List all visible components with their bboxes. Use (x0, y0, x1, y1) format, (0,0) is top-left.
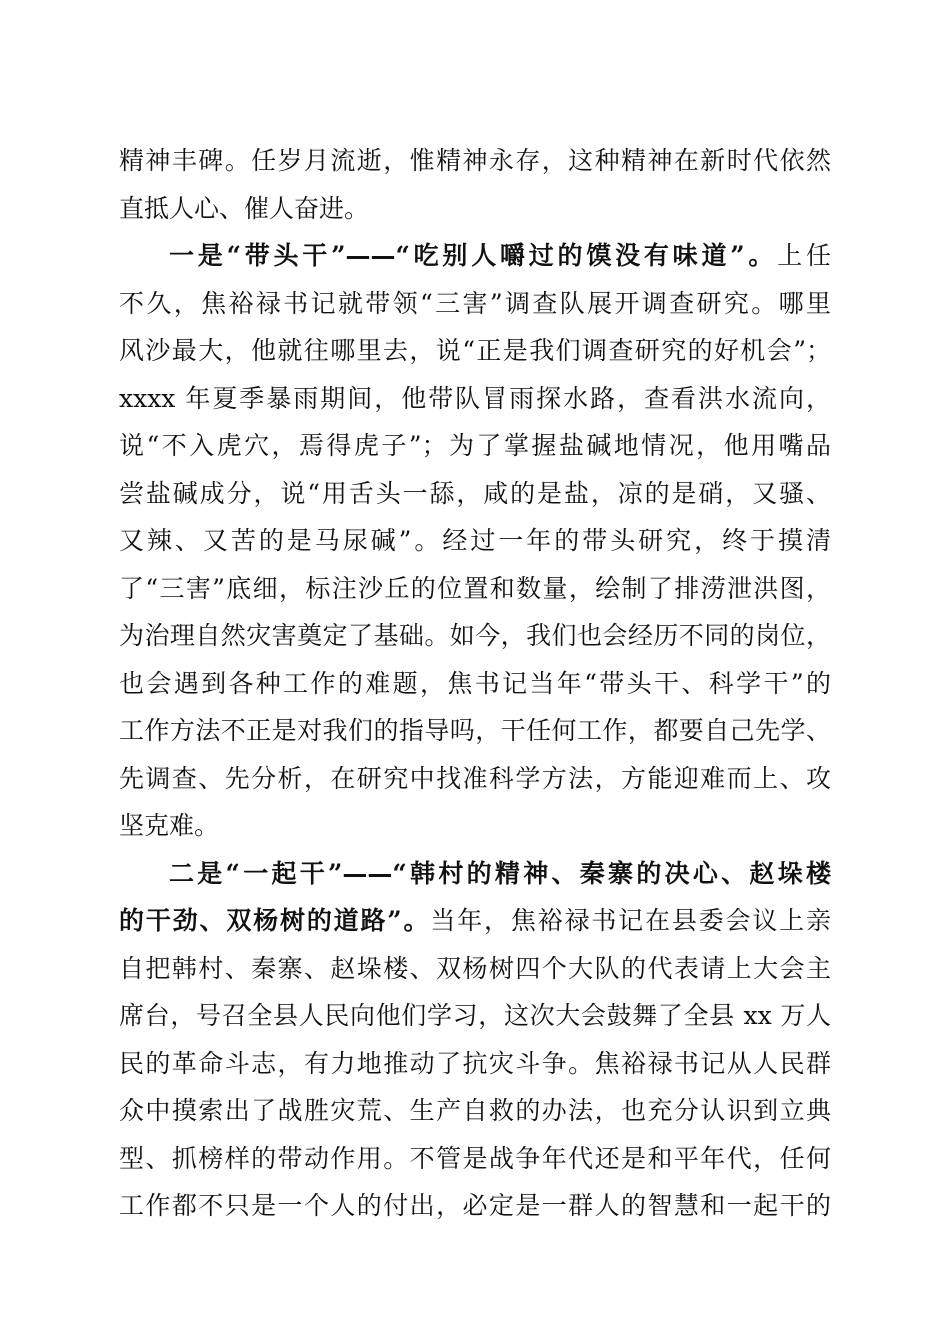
paragraph-heading: 的干劲、双杨树的道路”。 (119, 906, 431, 935)
text-line (119, 1040, 831, 1088)
text-line (119, 660, 831, 708)
paragraph-continuation (119, 137, 831, 232)
text-line (119, 470, 831, 518)
text-run: 先调查、先分析，在研究中找准科学方法，方能迎难而上、攻 (119, 763, 831, 793)
text-run: xxxx 年夏季暴雨期间，他带队冒雨探水路，查看洪水流向， (119, 383, 831, 413)
text-run: 尝盐碱成分，说“用舌头一舔，咸的是盐，凉的是硝，又骚、 (119, 478, 831, 508)
text-run: 席台，号召全县人民向他们学习，这次大会鼓舞了全县 xx 万人 (119, 1001, 831, 1030)
text-run: 说“不入虎穴，焉得虎子”；为了掌握盐碱地情况，他用嘴品 (119, 431, 831, 460)
text-line (119, 850, 831, 898)
text-line (119, 232, 831, 280)
text-line (119, 1135, 831, 1183)
text-run: 风沙最大，他就往哪里去，说“正是我们调查研究的好机会”； (119, 336, 831, 365)
paragraph-take-the-lead (119, 232, 831, 850)
text-line (119, 1087, 831, 1135)
text-run: 为治理自然灾害奠定了基础。如今，我们也会经历不同的岗位， (119, 621, 831, 650)
text-run: 工作方法不正是对我们的指导吗，干任何工作，都要自己先学、 (119, 716, 831, 745)
paragraph-heading: 二是“一起干”——“韩村的精神、秦寨的决心、赵垛楼 (169, 858, 831, 888)
text-line (119, 375, 831, 423)
paragraph-work-together (119, 850, 831, 1230)
text-line (119, 280, 831, 328)
text-line (119, 422, 831, 470)
text-run: 坚克难。 (119, 811, 220, 840)
text-run: 了“三害”底细，标注沙丘的位置和数量，绘制了排涝泄洪图， (119, 573, 831, 603)
text-run: 民的革命斗志，有力地推动了抗灾斗争。焦裕禄书记从人民群 (119, 1048, 831, 1078)
text-run: 工作都不只是一个人的付出，必定是一群人的智慧和一起干的 (119, 1191, 831, 1220)
text-line (119, 185, 831, 233)
text-line (119, 612, 831, 660)
text-line (119, 992, 831, 1040)
text-line (119, 137, 831, 185)
text-line (119, 327, 831, 375)
text-run: 型、抓榜样的带动作用。不管是战争年代还是和平年代，任何 (119, 1143, 831, 1173)
paragraph-heading: 一是“带头干”——“吃别人嚼过的馍没有味道”。 (169, 241, 778, 270)
text-line (119, 755, 831, 803)
text-line (119, 565, 831, 613)
text-run: 也会遇到各种工作的难题，焦书记当年“带头干、科学干”的 (119, 668, 831, 698)
text-run: 众中摸索出了战胜灾荒、生产自救的办法，也充分认识到立典 (119, 1096, 831, 1125)
text-run: 自把韩村、秦寨、赵垛楼、双杨树四个大队的代表请上大会主 (119, 953, 831, 983)
text-run: 上任 (777, 241, 831, 270)
text-line (119, 945, 831, 993)
text-run: 又辣、又苦的是马尿碱”。经过一年的带头研究，终于摸清 (119, 526, 831, 555)
text-line (119, 1182, 831, 1230)
text-line (119, 517, 831, 565)
text-run: 不久，焦裕禄书记就带领“三害”调查队展开调查研究。哪里 (119, 288, 831, 318)
text-run: 精神丰碑。任岁月流逝，惟精神永存，这种精神在新时代依然 (119, 146, 831, 175)
document-body (119, 137, 831, 1230)
text-run: 当年，焦裕禄书记在县委会议上亲 (430, 906, 831, 935)
text-line (119, 897, 831, 945)
text-line (119, 707, 831, 755)
text-run: 直抵人心、催人奋进。 (119, 193, 370, 223)
text-line (119, 802, 831, 850)
